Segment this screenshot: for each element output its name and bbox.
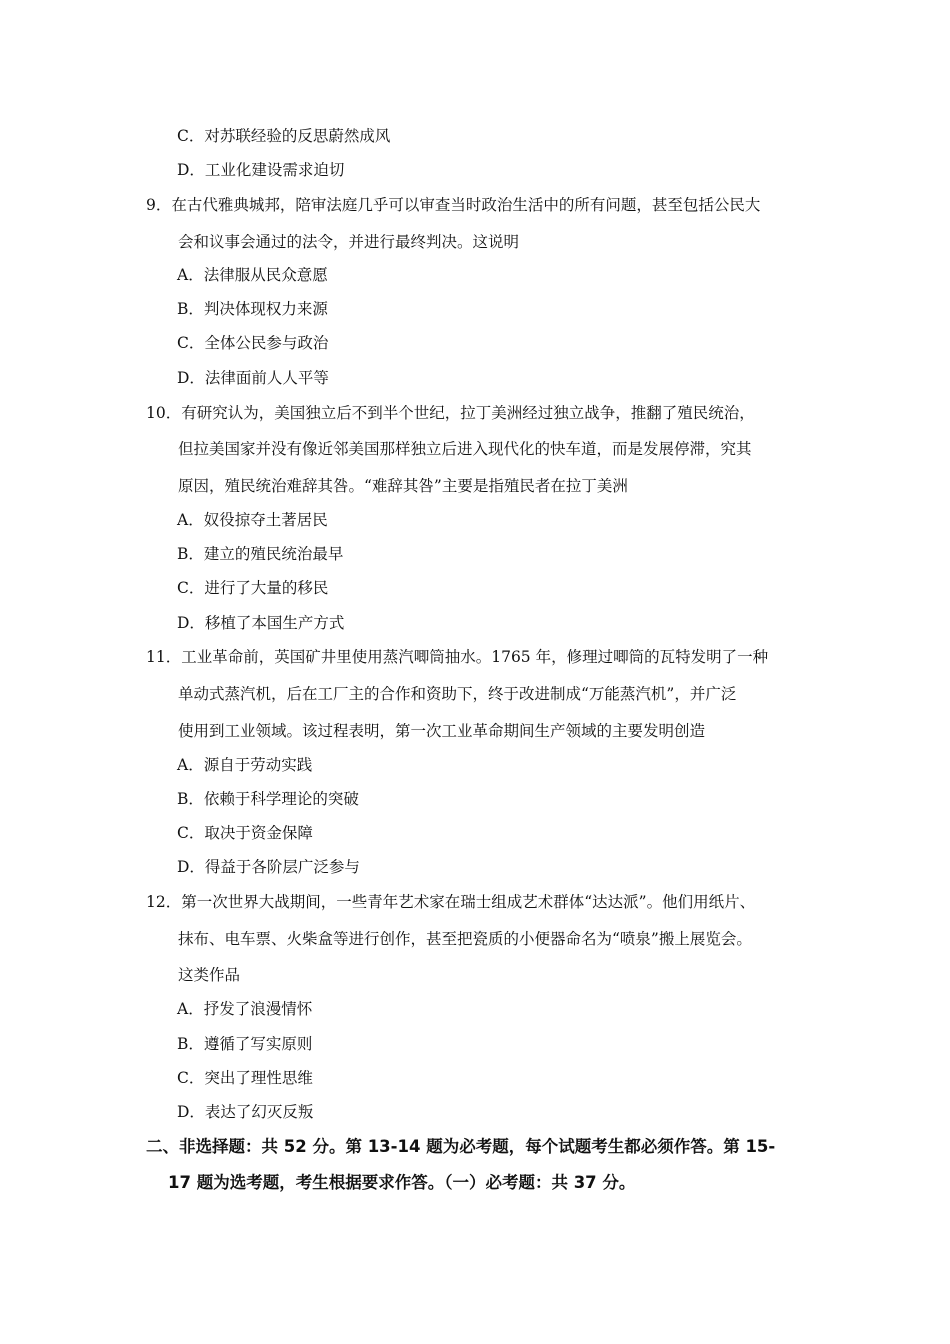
q11-stem-line-3: 使用到工业领域。该过程表明，第一次工业革命期间生产领域的主要发明创造 xyxy=(178,722,706,740)
q10-stem-line-3: 原因，殖民统治难辞其咎。“难辞其咎”主要是指殖民者在拉丁美洲 xyxy=(178,477,628,495)
q9-option-d: D．法律面前人人平等 xyxy=(177,369,329,387)
section-2-heading-line-1: 二、非选择题：共 52 分。第 13-14 题为必考题，每个试题考生都必须作答。第 15- xyxy=(146,1137,776,1156)
q8-option-d: D．工业化建设需求迫切 xyxy=(177,161,345,179)
q10-option-d: D．移植了本国生产方式 xyxy=(177,614,345,632)
q12-stem-line-2: 抹布、电车票、火柴盒等进行创作，甚至把瓷质的小便器命名为“喷泉”搬上展览会。 xyxy=(178,930,752,948)
q11-option-b: B．依赖于科学理论的突破 xyxy=(177,790,359,808)
q12-option-d: D．表达了幻灭反叛 xyxy=(177,1103,314,1121)
q10-stem-line-2: 但拉美国家并没有像近邻美国那样独立后进入现代化的快车道，而是发展停滞，究其 xyxy=(178,440,752,458)
q9-option-a: A．法律服从民众意愿 xyxy=(177,266,328,284)
q12-stem-line-1: 12．第一次世界大战期间，一些青年艺术家在瑞士组成艺术群体“达达派”。他们用纸片、 xyxy=(146,893,756,911)
q10-stem-line-1: 10．有研究认为，美国独立后不到半个世纪，拉丁美洲经过独立战争，推翻了殖民统治， xyxy=(146,404,755,422)
q9-stem-line-2: 会和议事会通过的法令，并进行最终判决。这说明 xyxy=(178,233,520,251)
q9-option-b: B．判决体现权力来源 xyxy=(177,300,328,318)
q10-option-a: A．奴役掠夺土著居民 xyxy=(177,511,328,529)
q9-stem-line-1: 9．在古代雅典城邦，陪审法庭几乎可以审查当时政治生活中的所有问题，甚至包括公民大 xyxy=(146,196,761,214)
q12-option-a: A．抒发了浪漫情怀 xyxy=(177,1000,313,1018)
q10-option-b: B．建立的殖民统治最早 xyxy=(177,545,344,563)
q12-option-c: C．突出了理性思维 xyxy=(177,1069,313,1087)
q10-option-c: C．进行了大量的移民 xyxy=(177,579,329,597)
q11-option-a: A．源自于劳动实践 xyxy=(177,756,313,774)
q11-stem-line-2: 单动式蒸汽机，后在工厂主的合作和资助下，终于改进制成“万能蒸汽机”，并广泛 xyxy=(178,685,737,703)
q12-option-b: B．遵循了写实原则 xyxy=(177,1035,313,1053)
q11-stem-line-1: 11．工业革命前，英国矿井里使用蒸汽唧筒抽水。1765 年，修理过唧筒的瓦特发明了一种 xyxy=(146,648,769,666)
section-2-heading-line-2: 17 题为选考题，考生根据要求作答。（一）必考题：共 37 分。 xyxy=(168,1173,636,1192)
q12-stem-line-3: 这类作品 xyxy=(178,966,241,984)
q9-option-c: C．全体公民参与政治 xyxy=(177,334,329,352)
q11-option-d: D．得益于各阶层广泛参与 xyxy=(177,858,360,876)
q11-option-c: C．取决于资金保障 xyxy=(177,824,313,842)
q8-option-c: C．对苏联经验的反思蔚然成风 xyxy=(177,127,391,145)
